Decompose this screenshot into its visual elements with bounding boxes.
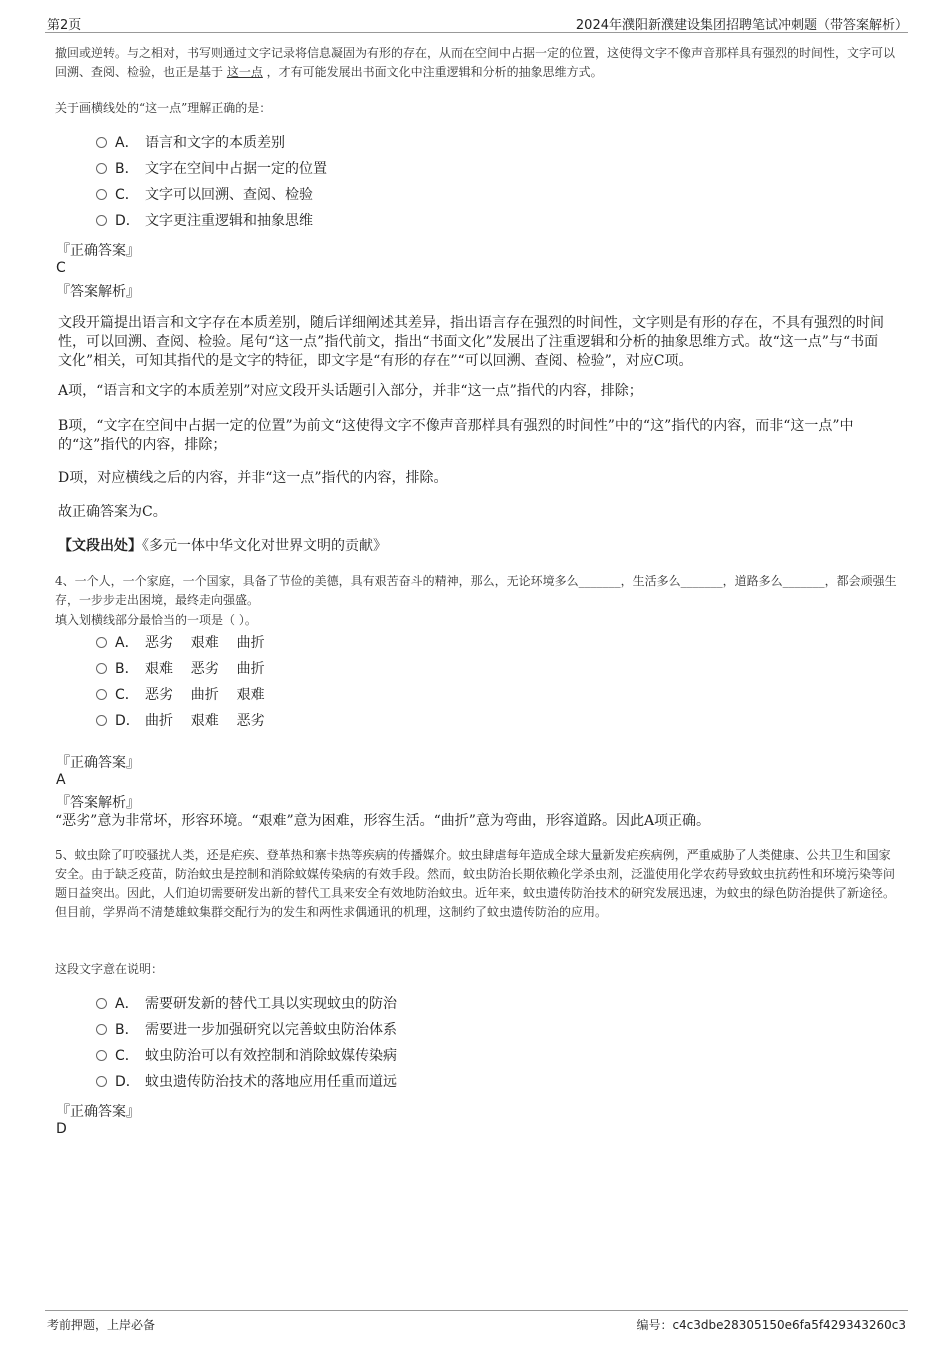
q4-option-a[interactable]: A． 恶劣 艰难 曲折 [96, 632, 265, 654]
q5-answer: D [56, 1121, 67, 1137]
q4-stem: 4、一个人，一个家庭，一个国家，具备了节俭的美德，具有艰苦奋斗的精神，那么，无论环境多么_______，生活多么_______，道路多么_______，都会顽强生存，一步步走出困境，最终走向强盛。 [55, 574, 897, 607]
document-title: 2024年濮阳新濮建设集团招聘笔试冲刺题（带答案解析） [575, 18, 908, 33]
q3-source [58, 537, 888, 556]
q3-analysis-label: 『答案解析』 [56, 284, 140, 300]
q3-answer: C [56, 260, 66, 276]
q4-analysis: “恶劣”意为非常坏，形容环境。“艰难”意为困难，形容生活。“曲折”意为弯曲，形容道路。因此A项正确。 [55, 813, 711, 829]
q3-option-b[interactable]: B． 文字在空间中占据一定的位置 [96, 158, 327, 180]
q3-option-a[interactable]: A． 语言和文字的本质差别 [96, 132, 285, 154]
q5-option-c[interactable]: C． 蚊虫防治可以有效控制和消除蚊媒传染病 [96, 1045, 397, 1067]
q3-analysis-b: B项，“文字在空间中占据一定的位置”为前文“这使得文字不像声音那样具有强烈的时间性”中的“这”指代的内容，而非“这一点”中的“这”指代的内容，排除； [58, 418, 854, 453]
radio-icon[interactable] [96, 663, 107, 674]
radio-icon[interactable] [96, 163, 107, 174]
q3-passage: 撤回或逆转。与之相对，书写则通过文字记录将信息凝固为有形的存在，从而在空间中占据一定的位置，这使得文字不像声音那样具有强烈的时间性，文字可以回溯、查阅、检验，也正是基于 这一点 ，才有可能发展出书面文化中注重逻辑和分析的抽象思维方式。 [55, 46, 896, 79]
radio-icon[interactable] [96, 1076, 107, 1087]
q3-option-d[interactable]: D． 文字更注重逻辑和抽象思维 [96, 210, 313, 232]
header-divider [45, 32, 908, 33]
radio-icon[interactable] [96, 637, 107, 648]
footer-slogan: 考前押题，上岸必备 [47, 1318, 156, 1332]
radio-icon[interactable] [96, 189, 107, 200]
q5-answer-label: 『正确答案』 [56, 1104, 140, 1120]
page-number: 第2页 [47, 18, 82, 33]
q3-analysis-d: D项，对应横线之后的内容，并非“这一点”指代的内容，排除。 [58, 470, 448, 486]
radio-icon[interactable] [96, 998, 107, 1009]
document-id: 编号：c4c3dbe28305150e6fa5f429343260c3 [636, 1318, 906, 1332]
q3-analysis-main: 文段开篇提出语言和文字存在本质差别，随后详细阐述其差异，指出语言存在强烈的时间性，文字则是有形的存在，不具有强烈的时间性，可以回溯、查阅、检验。尾句“这一点”指代前文，指出“书面文化”发展出了注重逻辑和分析的抽象思维方式。故“这一点”与“书面文化”相关，可知其指代的是文字的特征，即文字是“有形的存在”“可以回溯、查阅、检验”，对应C项。 [58, 315, 884, 369]
q3-answer-label: 『正确答案』 [56, 243, 140, 259]
q3-option-c[interactable]: C． 文字可以回溯、查阅、检验 [96, 184, 313, 206]
q3-conclusion: 故正确答案为C。 [58, 504, 167, 520]
page-header [0, 0, 950, 34]
radio-icon[interactable] [96, 1050, 107, 1061]
q3-source-label: 【文段出处】 [58, 538, 142, 554]
q4-answer-label: 『正确答案』 [56, 755, 140, 771]
q3-analysis-a: A项，“语言和文字的本质差别”对应文段开头话题引入部分，并非“这一点”指代的内容，排除； [58, 383, 643, 399]
q4-option-d[interactable]: D． 曲折 艰难 恶劣 [96, 710, 265, 732]
q5-option-b[interactable]: B． 需要进一步加强研究以完善蚊虫防治体系 [96, 1019, 397, 1041]
q5-stem: 5、蚊虫除了叮咬骚扰人类，还是疟疾、登革热和寨卡热等疾病的传播媒介。蚊虫肆虐每年造成全球大量新发疟疾病例，严重威胁了人类健康、公共卫生和国家安全。由于缺乏疫苗，防治蚊虫是控制和消除蚊媒传染病的有效手段。然而，蚊虫防治长期依赖化学杀虫剂，泛滥使用化学农药导致蚊虫抗药性和环境污染等问题日益突出。因此，人们迫切需要研发出新的替代工具来安全有效地防治蚊虫。近年来，蚊虫遗传防治技术的研究发展迅速，为蚊虫的绿色防治提供了新途径。但目前，学界尚不清楚雄蚊集群交配行为的发生和两性求偶通讯的机理，这制约了蚊虫遗传防治的应用。 [55, 848, 896, 919]
q4-answer: A [56, 772, 66, 788]
q5-question: 这段文字意在说明： [55, 962, 164, 976]
q3-source-title: 《多元一体中华文化对世界文明的贡献》 [142, 538, 387, 554]
q5-option-a[interactable]: A． 需要研发新的替代工具以实现蚊虫的防治 [96, 993, 397, 1015]
q4-analysis-label: 『答案解析』 [56, 795, 140, 811]
q5-option-d[interactable]: D． 蚊虫遗传防治技术的落地应用任重而道远 [96, 1071, 397, 1093]
radio-icon[interactable] [96, 689, 107, 700]
page-footer [0, 1308, 950, 1345]
radio-icon[interactable] [96, 215, 107, 226]
q3-question: 关于画横线处的“这一点”理解正确的是： [55, 101, 272, 115]
q3-underlined-phrase: 这一点 [226, 65, 263, 79]
q4-question: 填入划横线部分最恰当的一项是（ ）。 [55, 613, 257, 627]
radio-icon[interactable] [96, 715, 107, 726]
radio-icon[interactable] [96, 1024, 107, 1035]
q4-option-b[interactable]: B． 艰难 恶劣 曲折 [96, 658, 265, 680]
footer-divider [45, 1310, 908, 1311]
q4-option-c[interactable]: C． 恶劣 曲折 艰难 [96, 684, 265, 706]
radio-icon[interactable] [96, 137, 107, 148]
